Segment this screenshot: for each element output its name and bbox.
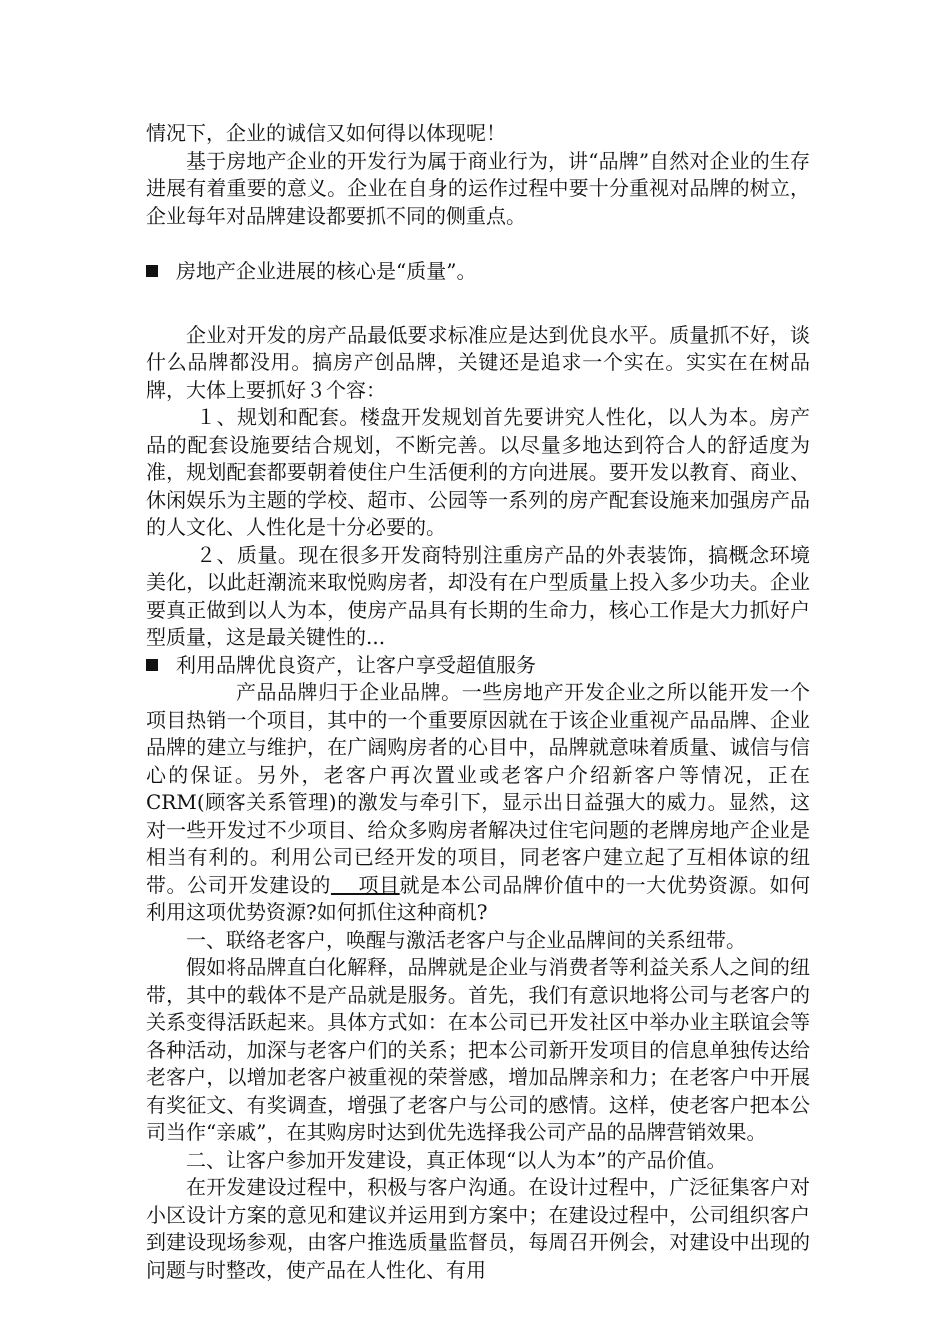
underlined-project: 项目	[330, 872, 400, 897]
heading-text: 房地产企业进展的核心是“质量”。	[176, 259, 477, 283]
paragraph-3: 企业对开发的房产品最低要求标准应是达到优良水平。质量抓不好，谈什么品牌都没用。搞房产创品牌，关键还是追求一个实在。实实在在树品牌，大体上要抓好３个容：	[146, 322, 810, 402]
spacer	[146, 286, 810, 322]
paragraph-6-part-a: 产品品牌归于企业品牌。一些房地产开发企业之所以能开发一个项目热销一个项目，其中的一个重要原因就在于该企业重视产品品牌、企业品牌的建立与维护，在广阔购房者的心目中，品牌就意味着质量、诚信与信心的保证。另外，老客户再次置业或老客户介绍新客户等情况，正在CRM(顾客关系管理)的激发与牵引下，显示出日益强大的威力。显然，这对一些开发过不少项目、给众多购房者解决过住宅问题的老牌房地产企业是相当有利的。利用公司已经开发的项目，同老客户建立起了互相体谅的纽带。公司开发建设的	[146, 680, 810, 897]
paragraph-6-part-b: 就是本公司品牌价值中的一大优势资源。如何利用这项优势资源?如何抓住这种商机?	[146, 872, 811, 924]
paragraph-7: 一、联络老客户，唤醒与激活老客户与企业品牌间的关系纽带。	[186, 927, 746, 952]
paragraph-8: 假如将品牌直白化解释，品牌就是企业与消费者等利益关系人之间的纽带，其中的载体不是产品就是服务。首先，我们有意识地将公司与老客户的关系变得活跃起来。具体方式如：在本公司已开发社区中举办业主联谊会等各种活动，加深与老客户们的关系；把本公司新开发项目的信息单独传达给老客户，以增加老客户被重视的荣誉感，增加品牌亲和力；在老客户中开展有奖征文、有奖调查，增强了老客户与公司的感情。这样，使老客户把本公司当作“亲戚”，在其购房时达到优先选择我公司产品的品牌营销效果。	[146, 955, 810, 1144]
heading-text: 利用品牌优良资产，让客户享受超值服务	[176, 652, 536, 677]
paragraph-10: 在开发建设过程中，积极与客户沟通。在设计过程中，广泛征集客户对小区设计方案的意见和建议并运用到方案中；在建设过程中，公司组织客户到建设现场参观，由客户推选质量监督员，每周召开例会，对建设中出现的问题与时整改，使产品在人性化、有用	[146, 1175, 810, 1282]
square-bullet-icon	[146, 265, 158, 277]
paragraph-5: ２、质量。现在很多开发商特别注重房产品的外表装饰，搞概念环境美化，以此赶潮流来取悦购房者，却没有在户型质量上投入多少功夫。企业要真正做到以人为本，使房产品具有长期的生命力，核心工作是大力抓好户型质量，这是最关键性的...	[146, 542, 810, 649]
square-bullet-icon	[146, 659, 158, 671]
paragraph-6	[146, 679, 810, 927]
paragraph-2: 基于房地产企业的开发行为属于商业行为，讲“品牌”自然对企业的生存进展有着重要的意义。企业在自身的运作过程中要十分重视对品牌的树立，企业每年对品牌建设都要抓不同的侧重点。	[146, 148, 810, 228]
section-heading-quality	[146, 258, 810, 286]
spacer	[146, 230, 810, 258]
paragraph-9: 二、让客户参加开发建设，真正体现“以人为本”的产品价值。	[186, 1147, 727, 1172]
section-heading-brand	[146, 652, 810, 680]
document-body	[146, 120, 810, 1284]
paragraph-4: １、规划和配套。楼盘开发规划首先要讲究人性化，以人为本。房产品的配套设施要结合规划，不断完善。以尽量多地达到符合人的舒适度为准，规划配套都要朝着使住户生活便利的方向进展。要开发以教育、商业、休闲娱乐为主题的学校、超市、公园等一系列的房产配套设施来加强房产品的人文化、人性化是十分必要的。	[146, 405, 810, 539]
paragraph-1: 情况下，企业的诚信又如何得以体现呢！	[146, 121, 506, 145]
